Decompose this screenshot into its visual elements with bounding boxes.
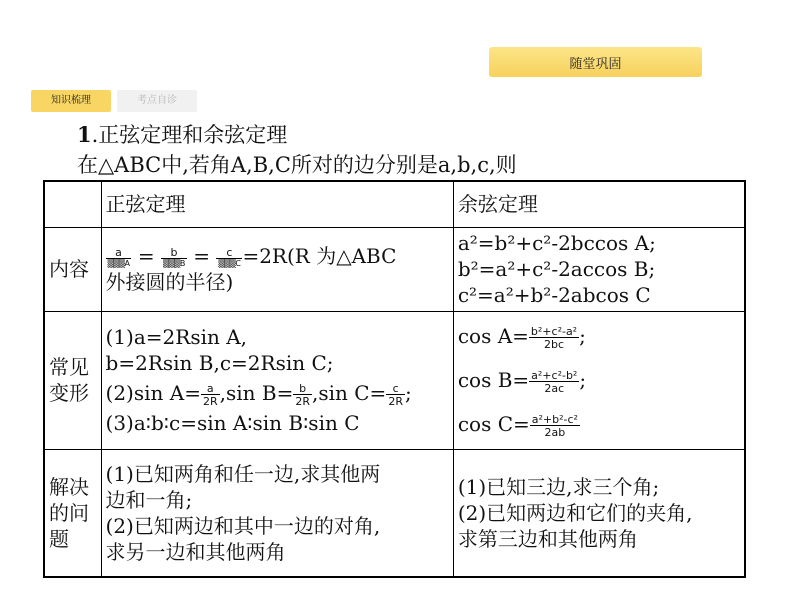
- frac-num: b²+c²-a²: [530, 324, 578, 338]
- sine-variants-cell: [101, 311, 453, 449]
- cos-variant-C: [458, 402, 740, 446]
- frac-cosC: [530, 414, 580, 438]
- tab-self-test[interactable]: 考点自诊: [117, 90, 197, 112]
- cos-variant-B: [458, 358, 740, 402]
- header-cell-empty: [44, 181, 101, 227]
- variant-line-2: b=2Rsin B,c=2Rsin C;: [105, 351, 334, 375]
- frac-num: a: [115, 246, 122, 259]
- problem-line: (1)已知三边,求三个角;: [457, 474, 660, 499]
- theorem-table: [43, 180, 746, 578]
- problem-line: (1)已知两角和任一边,求其他两: [105, 461, 381, 486]
- cos-law-line-b: b²=a²+c²-2accos B;: [457, 257, 656, 281]
- problem-line: 边和一角;: [105, 487, 193, 512]
- frac-den: ▒▒▒C: [218, 259, 241, 268]
- equals-sign: =: [137, 244, 161, 268]
- frac-b-sinB: [161, 247, 187, 268]
- problem-line: (2)已知两边和它们的夹角,: [457, 500, 693, 525]
- cosine-content-cell: [453, 227, 745, 311]
- frac-c-sinC: [216, 247, 242, 268]
- cosine-variants-cell: [453, 311, 745, 449]
- frac-b-2R: [293, 383, 312, 407]
- sine-tail-1: =2R(R 为△ABC: [242, 244, 397, 268]
- tab-knowledge-review[interactable]: 知识梳理: [31, 90, 111, 112]
- cos-law-line-a: a²=b²+c²-2bccos A;: [457, 231, 656, 255]
- frac-cosB: [529, 370, 579, 394]
- cos-pre: cos A=: [457, 324, 529, 348]
- frac-den: 2R: [388, 394, 403, 408]
- header-sine-theorem: 正弦定理: [101, 181, 453, 227]
- problem-line: 求另一边和其他两角: [105, 539, 286, 564]
- frac-den: 2ac: [529, 381, 579, 394]
- cosine-problems-cell: [453, 449, 745, 577]
- table-row-problems: [44, 449, 745, 577]
- intro-text: 在△ABC中,若角A,B,C所对的边分别是a,b,c,则: [77, 153, 517, 177]
- frac-den: ▒▒▒A: [107, 259, 130, 268]
- cos-post: ;: [579, 368, 587, 392]
- problem-line: (2)已知两边和其中一边的对角,: [105, 513, 381, 538]
- frac-den: 2R: [202, 394, 218, 408]
- heading-text: .正弦定理和余弦定理: [91, 123, 288, 147]
- variant-line-4: (3)a∶b∶c=sin A∶sin B∶sin C: [105, 411, 360, 435]
- sine-formula-line: [106, 243, 449, 269]
- frac-den: 2bc: [529, 337, 579, 350]
- frac-num: c: [226, 246, 233, 259]
- variant-line-1: (1)a=2Rsin A,: [105, 325, 248, 349]
- row-label-content: 内容: [44, 227, 101, 311]
- table-header-row: [44, 181, 745, 227]
- frac-den: ▒▒▒B: [162, 259, 185, 268]
- cos-pre: cos C=: [457, 412, 530, 436]
- cos-pre: cos B=: [457, 368, 530, 392]
- table-row-variants: [44, 311, 745, 449]
- frac-num: c: [392, 381, 399, 395]
- frac-num: b: [170, 246, 178, 259]
- sine-tail-2: 外接圆的半径): [105, 270, 234, 294]
- variant-line-3: [106, 376, 449, 410]
- variant-text: ,sin B=: [219, 381, 294, 405]
- row-label-variants: 常见变形: [44, 311, 101, 449]
- sine-problems-cell: [101, 449, 453, 577]
- frac-den: 2R: [295, 394, 310, 408]
- frac-c-2R: [386, 383, 405, 407]
- heading-number: 1: [77, 122, 92, 147]
- frac-cosA: [529, 326, 579, 350]
- cos-law-line-c: c²=a²+b²-2abcos C: [457, 283, 651, 307]
- frac-a-sinA: [106, 247, 132, 268]
- frac-den: 2ab: [530, 425, 580, 438]
- header-cosine-theorem: 余弦定理: [453, 181, 745, 227]
- frac-num: a²+b²-c²: [531, 412, 578, 426]
- row-label-problems: 解决的问题: [44, 449, 101, 577]
- sine-content-cell: [101, 227, 453, 311]
- frac-num: a: [206, 381, 214, 395]
- table-row-content: [44, 227, 745, 311]
- problem-line: 求第三边和其他两角: [457, 526, 638, 551]
- variant-text: ,sin C=: [312, 381, 387, 405]
- frac-num: b: [299, 381, 307, 395]
- variant-text: ;: [404, 381, 412, 405]
- random-review-button[interactable]: 随堂巩固: [489, 47, 702, 77]
- frac-num: a²+c²-b²: [531, 368, 578, 382]
- section-heading: [77, 119, 287, 149]
- variant-text: (2)sin A=: [105, 381, 201, 405]
- equals-sign: =: [193, 244, 217, 268]
- cos-post: ;: [579, 324, 586, 348]
- frac-a-2R: [201, 383, 220, 407]
- cos-variant-A: [458, 314, 740, 358]
